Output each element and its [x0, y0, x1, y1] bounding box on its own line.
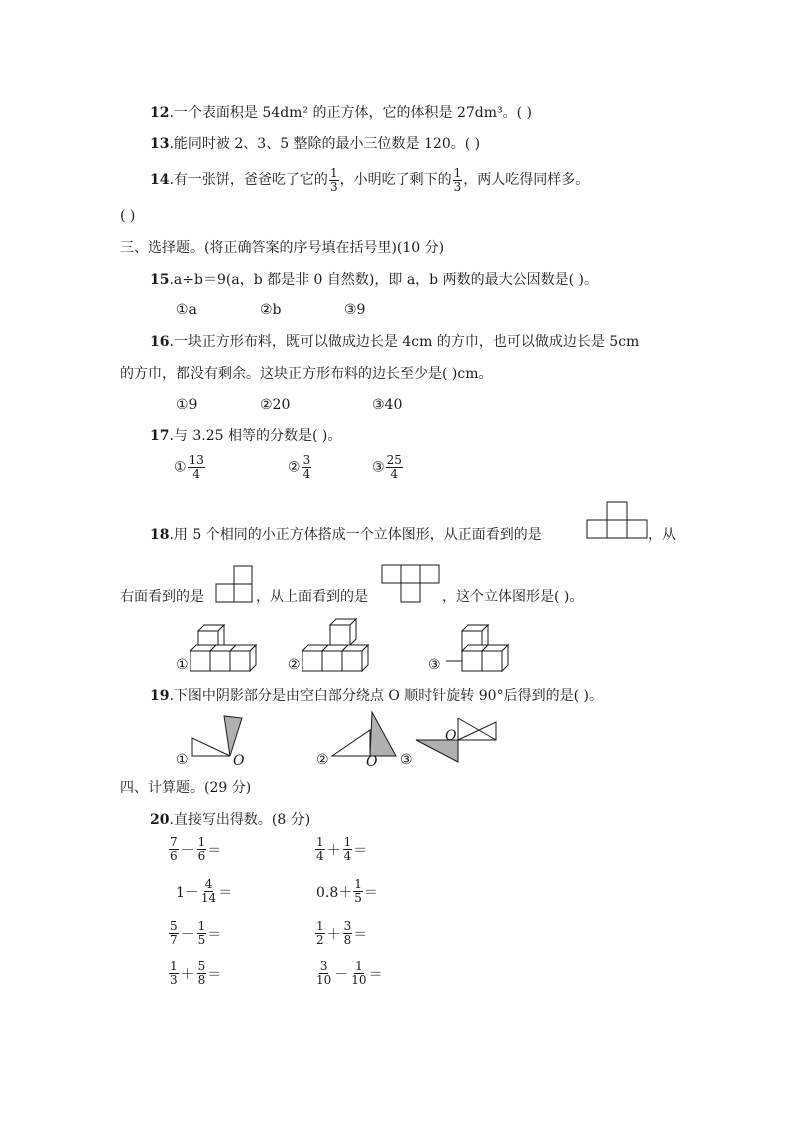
question-number: 15: [150, 272, 170, 288]
numerator: 1: [316, 919, 324, 933]
denominator: 4: [192, 467, 201, 481]
calc-expression: [176, 878, 232, 905]
point-o-label: O: [233, 753, 245, 769]
equals: ＝: [353, 926, 368, 943]
option-1-label: ①: [176, 657, 189, 673]
numerator: 13: [188, 453, 204, 467]
answer-paren: ( ): [120, 208, 136, 224]
numerator: 5: [197, 959, 206, 973]
denominator: 7: [170, 933, 178, 947]
equals: ＝: [207, 842, 222, 859]
numerator: 5: [170, 919, 178, 933]
question-16-line1: [150, 332, 639, 352]
question-text-mid: ，小明吃了剩下的: [339, 172, 452, 188]
question-text: .一块正方形布料，既可以做成边长是 4cm 的方巾，也可以做成边长是 5cm: [169, 334, 640, 350]
denominator: 14: [200, 891, 217, 905]
option-mark: ①: [174, 459, 187, 476]
question-text-pre: .有一张饼，爸爸吃了它的: [169, 172, 328, 188]
option-1: ①9: [176, 397, 198, 413]
option-3-cubes: [442, 617, 518, 673]
fraction: [353, 878, 363, 905]
operator: ＋: [180, 966, 195, 983]
denominator: 8: [343, 933, 352, 947]
option-3: [372, 454, 404, 481]
point-o-label: O: [445, 728, 457, 744]
operator: ＋: [326, 842, 341, 859]
fraction: [302, 454, 312, 481]
denominator: 10: [316, 973, 332, 987]
fraction: [169, 920, 179, 947]
equals: ＝: [353, 842, 368, 859]
option-2: [288, 454, 312, 481]
option-2-label: ②: [288, 657, 301, 673]
denominator: 4: [343, 849, 352, 863]
denominator: 10: [351, 973, 367, 987]
question-19: [150, 686, 603, 706]
denominator: 3: [453, 179, 462, 194]
question-18-line1: [150, 525, 542, 545]
numerator: 7: [170, 835, 178, 849]
fraction: [315, 836, 325, 863]
denominator: 3: [170, 973, 178, 987]
fraction: [343, 836, 353, 863]
numerator: 1: [355, 959, 363, 973]
question-18-line2b: ，从上面看到的是: [256, 589, 368, 605]
question-number: 12: [150, 105, 170, 121]
question-18-line2c: ，这个立体图形是( )。: [442, 589, 584, 605]
fraction: [453, 167, 463, 194]
numerator: 1: [316, 835, 324, 849]
option-1: [174, 454, 206, 481]
question-16-line2: 的方巾，都没有剩余。这块正方形布料的边长至少是( )cm。: [120, 366, 493, 382]
option-1-cubes: [190, 617, 266, 673]
question-17: [150, 426, 341, 446]
denominator: 4: [316, 849, 324, 863]
equals: ＝: [363, 884, 378, 901]
question-text: .下图中阴影部分是由空白部分绕点 O 顺时针旋转 90°后得到的是( )。: [169, 688, 603, 704]
option-1: ①a: [176, 302, 197, 318]
question-14: [150, 166, 589, 194]
numerator: 1: [343, 835, 352, 849]
denominator: 6: [197, 849, 206, 863]
option-2: ②20: [260, 397, 291, 413]
denominator: 4: [302, 467, 311, 481]
question-15: [150, 270, 598, 290]
question-text-post: ，两人吃得同样多。: [463, 172, 590, 188]
section-heading-3: 三、选择题。(将正确答案的序号填在括号里)(10 分): [120, 240, 445, 256]
question-number: 17: [150, 428, 170, 444]
fraction: [350, 960, 367, 987]
calc-expression: [314, 920, 367, 947]
point-o-label: O: [366, 754, 378, 770]
equals: ＝: [207, 926, 222, 943]
numerator: 25: [386, 453, 402, 467]
fraction: [197, 920, 207, 947]
operator: －: [180, 926, 195, 943]
question-number: 18: [150, 527, 170, 543]
fraction: [169, 960, 179, 987]
option-2-cubes: [302, 617, 378, 673]
operator: －: [180, 842, 195, 859]
option-3: ③9: [344, 302, 366, 318]
numerator: 1: [453, 165, 462, 180]
question-number: 19: [150, 688, 170, 704]
calc-expression: [168, 836, 221, 863]
numerator: 1: [197, 919, 206, 933]
calc-expression: [168, 960, 221, 987]
operator: －: [334, 966, 349, 983]
denominator: 8: [197, 973, 206, 987]
option-2: ②b: [260, 302, 282, 318]
question-text: .能同时被 2、3、5 整除的最小三位数是 120。( ): [169, 136, 481, 152]
fraction: [197, 836, 207, 863]
question-text: .与 3.25 相等的分数是( )。: [169, 428, 342, 444]
operand: 1－: [176, 884, 199, 901]
question-18-line1-end: ，从: [648, 527, 676, 543]
option-3-label: ③: [400, 752, 413, 768]
numerator: 4: [204, 877, 213, 891]
numerator: 3: [343, 919, 352, 933]
question-12: [150, 103, 532, 123]
option-2-label: ②: [316, 752, 329, 768]
numerator: 1: [329, 165, 338, 180]
calc-expression: [168, 920, 221, 947]
calc-expression: [314, 960, 383, 987]
numerator: 1: [197, 835, 206, 849]
numerator: 3: [302, 453, 311, 467]
fraction: [200, 878, 217, 905]
option-1-label: ①: [176, 752, 189, 768]
denominator: 2: [316, 933, 324, 947]
denominator: 5: [354, 891, 362, 905]
calc-expression: [316, 878, 378, 905]
question-number: 16: [150, 334, 170, 350]
fraction: [343, 920, 353, 947]
right-view-figure: [215, 562, 255, 604]
question-text: .一个表面积是 54dm² 的正方体，它的体积是 27dm³。( ): [169, 105, 532, 121]
fraction: [188, 454, 205, 481]
front-view-figure: [586, 500, 648, 540]
question-text: .直接写出得数。(8 分): [169, 812, 311, 828]
operator: ＋: [326, 926, 341, 943]
equals: ＝: [218, 884, 233, 901]
denominator: 4: [390, 467, 399, 481]
denominator: 5: [197, 933, 206, 947]
question-number: 13: [150, 136, 170, 152]
calc-expression: [314, 836, 367, 863]
question-number: 14: [150, 172, 170, 188]
fraction: [197, 960, 207, 987]
equals: ＝: [368, 966, 383, 983]
operand: 0.8＋: [316, 884, 353, 901]
denominator: 3: [329, 179, 338, 194]
equals: ＝: [207, 966, 222, 983]
denominator: 6: [170, 849, 178, 863]
question-text: .a÷b＝9(a，b 都是非 0 自然数)，即 a，b 两数的最大公因数是( )。: [169, 272, 598, 288]
option-3: ③40: [372, 397, 403, 413]
fraction: [315, 920, 325, 947]
section-heading-4: 四、计算题。(29 分): [120, 780, 252, 796]
option-3-label: ③: [428, 657, 441, 673]
question-text: .用 5 个相同的小正方体搭成一个立体图形，从正面看到的是: [169, 527, 542, 543]
fraction: [386, 454, 403, 481]
question-20: [150, 810, 310, 830]
question-13: [150, 134, 480, 154]
fraction: [169, 836, 179, 863]
question-18-line2a: 右面看到的是: [120, 589, 204, 605]
fraction: [329, 167, 339, 194]
question-number: 20: [150, 812, 170, 828]
numerator: 3: [319, 959, 328, 973]
option-mark: ③: [372, 459, 385, 476]
top-view-figure: [381, 562, 441, 604]
option-mark: ②: [288, 459, 301, 476]
numerator: 1: [354, 877, 362, 891]
numerator: 1: [170, 959, 178, 973]
fraction: [315, 960, 332, 987]
